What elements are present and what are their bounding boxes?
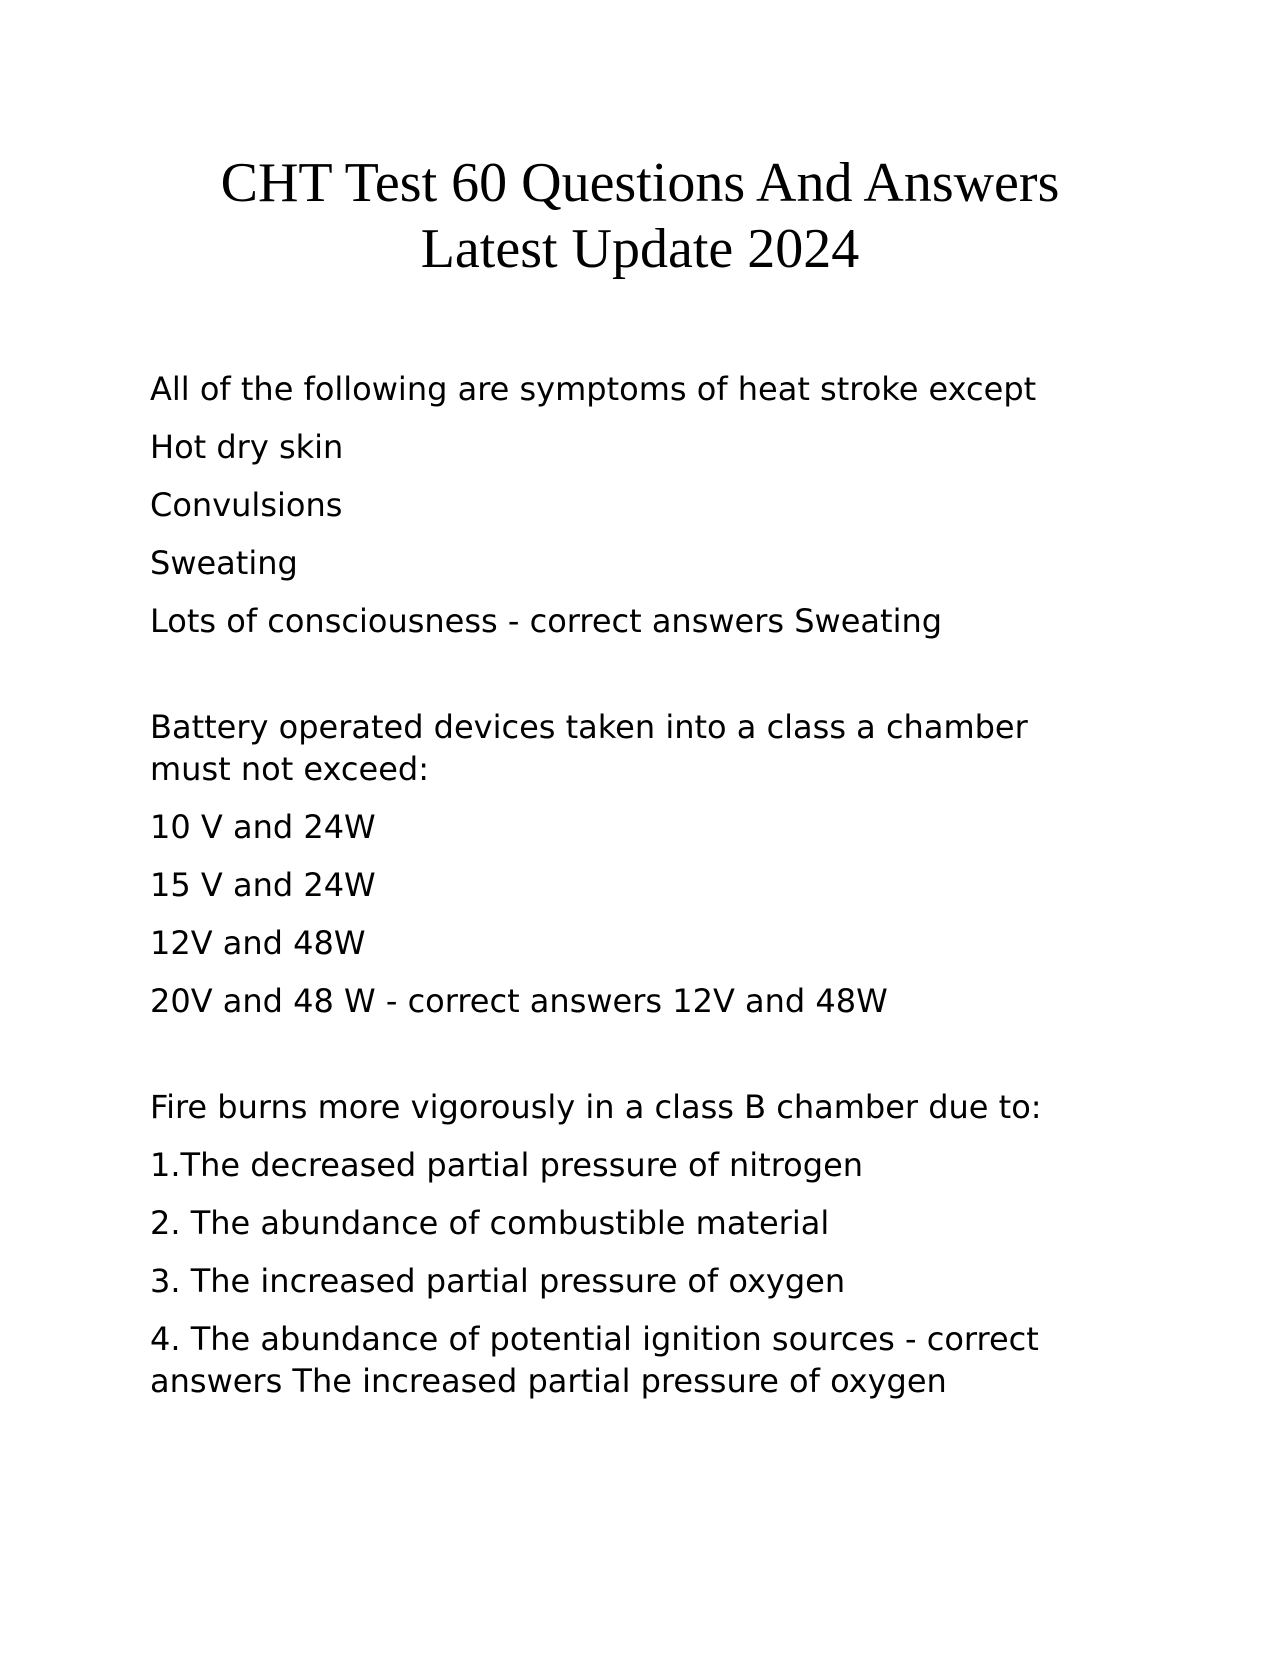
answer-option: 12V and 48W [150, 924, 366, 962]
question-block [150, 1086, 1090, 1402]
answer-option: Sweating [150, 544, 298, 582]
title-line: Latest Update 2024 [420, 218, 860, 280]
question-block [150, 368, 1090, 642]
question-text: All of the following are symptoms of heat stroke except [150, 370, 1037, 408]
answer-option: 1.The decreased partial pressure of nitrogen [150, 1146, 864, 1184]
answer-option-with-correct-answer: 20V and 48 W - correct answers 12V and 48W [150, 982, 888, 1020]
answer-option-with-correct-answer: 4. The abundance of potential ignition sources - correct answers The increased partial pressure of oxygen [150, 1320, 1039, 1400]
question-text: Battery operated devices taken into a class a chamber must not exceed: [150, 708, 1028, 788]
answer-option: 2. The abundance of combustible material [150, 1204, 830, 1242]
question-text: Fire burns more vigorously in a class B chamber due to: [150, 1088, 1042, 1126]
document-body [150, 368, 1090, 1466]
answer-option: 3. The increased partial pressure of oxygen [150, 1262, 846, 1300]
question-block [150, 706, 1090, 1022]
answer-option: Hot dry skin [150, 428, 344, 466]
answer-option: 10 V and 24W [150, 808, 376, 846]
answer-option-with-correct-answer: Lots of consciousness - correct answers Sweating [150, 602, 943, 640]
answer-option: 15 V and 24W [150, 866, 376, 904]
answer-option: Convulsions [150, 486, 343, 524]
page-title [150, 150, 1130, 282]
title-line: CHT Test 60 Questions And Answers [220, 152, 1060, 214]
